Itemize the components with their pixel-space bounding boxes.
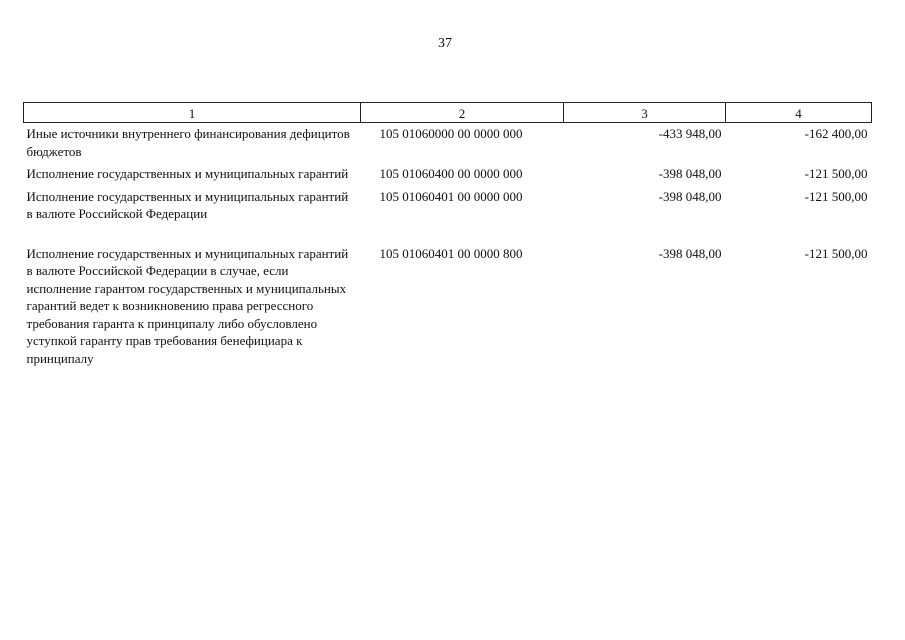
header-cell-2: 2 — [361, 103, 564, 123]
row-col4-value: -121 500,00 — [804, 166, 868, 181]
row-col4-value: -121 500,00 — [804, 245, 868, 261]
row-col4-value: -121 500,00 — [804, 188, 868, 204]
table-row — [24, 186, 872, 226]
header-cell-1: 1 — [24, 103, 361, 123]
table-body — [24, 123, 872, 371]
row-col3-value: -398 048,00 — [658, 188, 722, 204]
header-row — [24, 103, 872, 123]
table-row — [24, 226, 872, 371]
budget-sources-table — [23, 102, 872, 370]
row-col3-value: -433 948,00 — [658, 126, 722, 141]
table-header — [24, 103, 872, 123]
row-code-cell: 105 01060400 00 0000 000 — [379, 166, 523, 181]
row-name-cell: Иные источники внутреннего финансирования дефицитов бюджетов — [26, 126, 350, 159]
table-row — [24, 163, 872, 186]
row-name-cell: Исполнение государственных и муниципальных гарантий — [26, 166, 349, 181]
table-row — [24, 123, 872, 164]
row-code-cell: 105 01060401 00 0000 000 — [379, 188, 523, 204]
row-col3-value: -398 048,00 — [658, 166, 722, 181]
row-col4-value: -162 400,00 — [804, 126, 868, 141]
row-name-cell: Исполнение государственных и муниципальных гарантий в валюте Российской Федерации — [26, 188, 349, 221]
page-number: 37 — [438, 36, 452, 51]
row-col3-value: -398 048,00 — [658, 245, 722, 261]
header-cell-3: 3 — [564, 103, 726, 123]
row-name-cell: Исполнение государственных и муниципальных гарантий в валюте Российской Федерации в случае, если исполнение гарантом государственных и муниципальных гарантий ведет к возникновению права регрессного требования гаранта к принципалу либо обусловлено уступкой гаранту прав требования бенефициара к принципалу — [26, 245, 349, 366]
header-cell-4: 4 — [726, 103, 872, 123]
row-code-cell: 105 01060000 00 0000 000 — [379, 126, 523, 141]
row-code-cell: 105 01060401 00 0000 800 — [379, 245, 523, 261]
